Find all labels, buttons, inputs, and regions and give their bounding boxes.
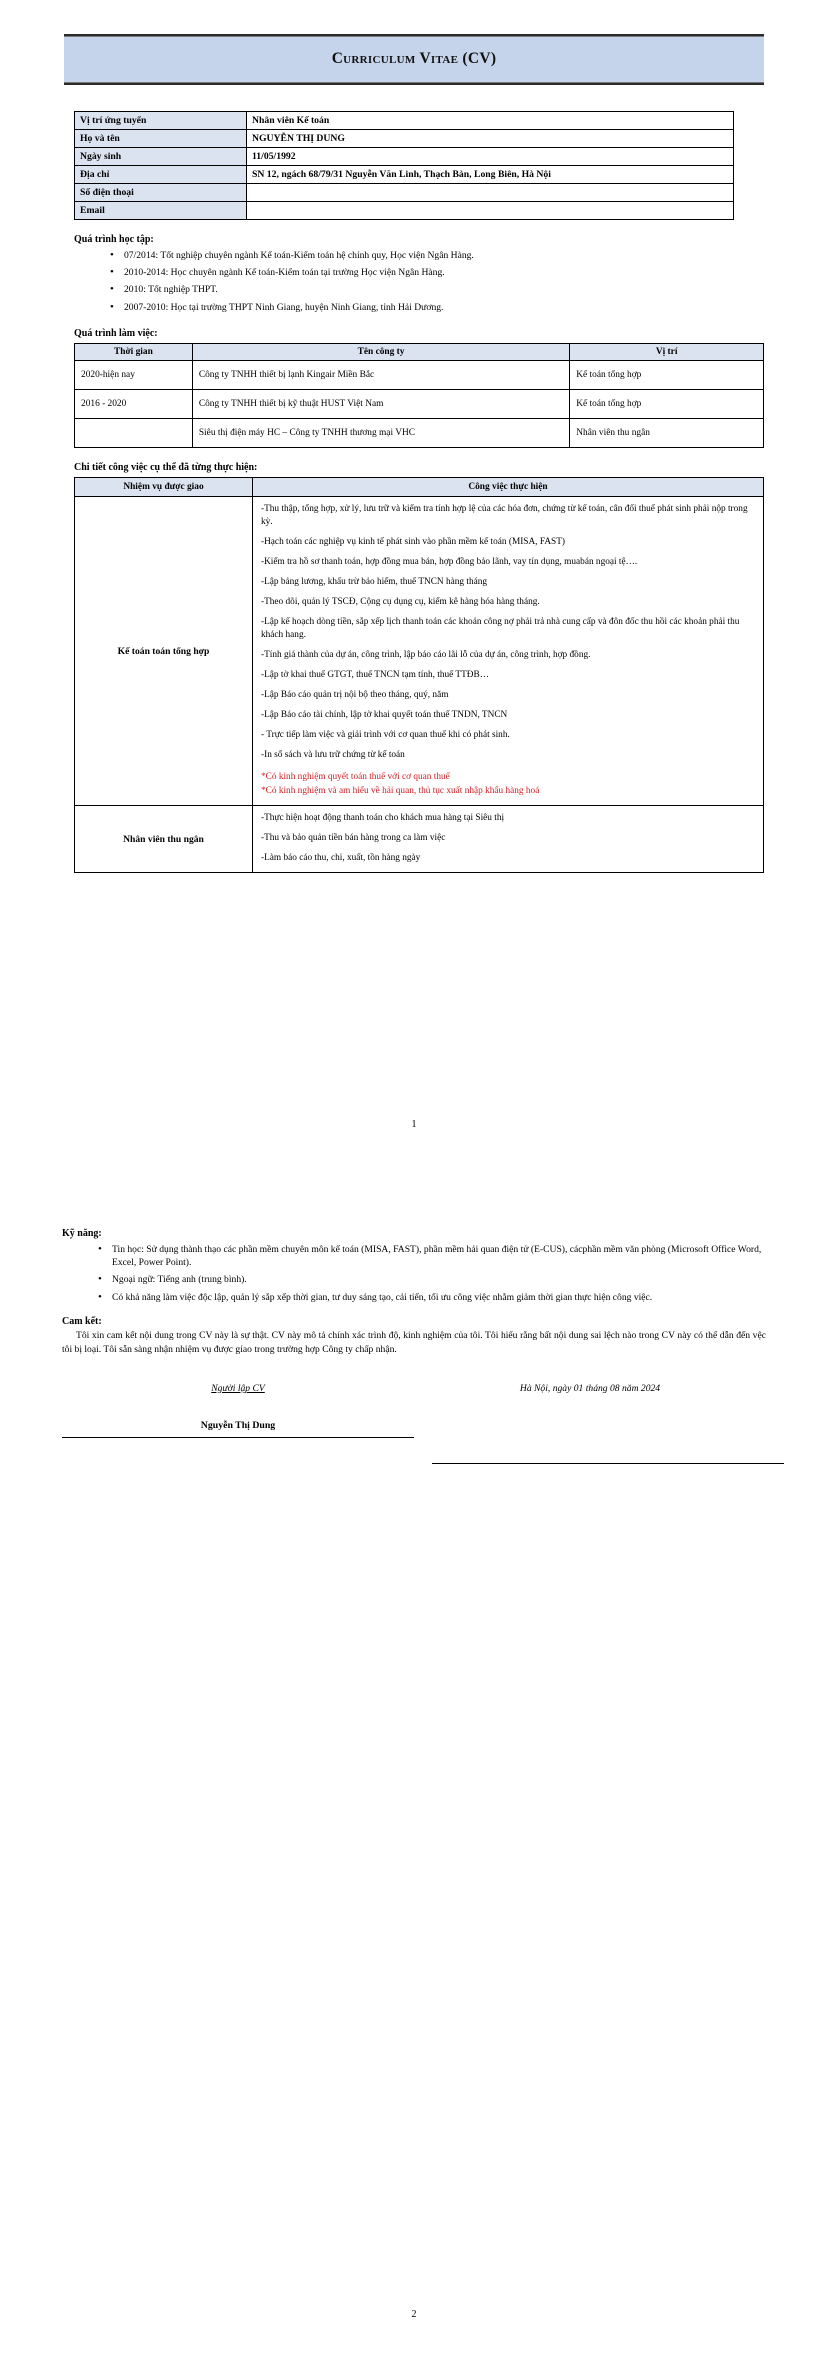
signature-spacer — [414, 1394, 766, 1420]
work-history-heading: Quá trình làm việc: — [74, 327, 158, 339]
table-header-row — [75, 477, 764, 496]
duty-line: -Thu thập, tổng hợp, xử lý, lưu trữ và kiểm tra tính hợp lệ của các hóa đơn, chứng từ kế toán, cân đối thuế phát sinh phải nộp trong kỳ. — [261, 503, 748, 527]
column-header-position: Vị trí — [570, 343, 764, 360]
list-item: • 07/2014: Tốt nghiệp chuyên ngành Kế toán-Kiểm toán hệ chính quy, Học viện Ngân Hàng. — [110, 249, 780, 262]
info-value-position: Nhân viên Kế toán — [247, 112, 734, 130]
duty-work-cashier — [253, 806, 764, 873]
work-position: Kế toán tổng hợp — [570, 389, 764, 418]
signature-author-column — [62, 1383, 414, 1464]
signature-line-right — [432, 1463, 784, 1464]
duties-table — [74, 477, 764, 873]
table-row — [75, 184, 734, 202]
info-value-birthdate: 11/05/1992 — [247, 148, 734, 166]
personal-info-table — [74, 111, 734, 220]
duty-line: -Thu và bảo quản tiền bán hàng trong ca làm việc — [261, 833, 446, 844]
duty-work-accountant — [253, 496, 764, 805]
duty-line: -Lập tờ khai thuế GTGT, thuế TNCN tạm tính, thuế TTĐB… — [261, 670, 490, 681]
banner-bottom-rule — [64, 82, 764, 85]
work-history-table — [74, 343, 764, 448]
table-row — [75, 130, 734, 148]
title-banner-container — [48, 34, 780, 85]
table-row — [75, 360, 764, 389]
duties-body — [75, 496, 764, 872]
table-row — [75, 389, 764, 418]
duty-highlight-group — [261, 771, 755, 798]
table-header-row — [75, 343, 764, 360]
page-title: Curriculum Vitae (CV) — [331, 50, 497, 67]
info-label-address: Địa chỉ — [75, 166, 247, 184]
signature-author-name: Nguyễn Thị Dung — [200, 1419, 276, 1431]
work-position: Nhân viên thu ngân — [570, 418, 764, 447]
list-item: • 2007-2010: Học tại trường THPT Ninh Giang, huyện Ninh Giang, tỉnh Hải Dương. — [110, 301, 780, 314]
info-label-fullname: Họ và tên — [75, 130, 247, 148]
list-item: • 2010-2014: Học chuyên ngành Kế toán-Kiểm toán tại trường Học viện Ngân Hàng. — [110, 266, 780, 279]
skills-list — [62, 1243, 780, 1304]
table-row — [75, 148, 734, 166]
info-label-email: Email — [75, 202, 247, 220]
duty-highlight-line: *Có kinh nghiệm quyết toán thuế với cơ quan thuế — [261, 772, 450, 783]
page-one — [0, 34, 828, 873]
list-item: • Tin học: Sử dụng thành thạo các phần mềm chuyên môn kế toán (MISA, FAST), phần mềm hải quan điện tử (E-CUS), cácphần mềm văn phòng (Microsoft Office Word, Excel, Power Point). — [98, 1243, 780, 1269]
work-company: Công ty TNHH thiết bị lạnh Kingair Miền Bắc — [192, 360, 569, 389]
duties-head — [75, 477, 764, 496]
duty-task-accountant: Kế toán toán tổng hợp — [75, 496, 253, 805]
duty-line: - Trực tiếp làm việc và giải trình với cơ quan thuế khi có phát sinh. — [261, 730, 510, 741]
info-label-position: Vị trí ứng tuyển — [75, 112, 247, 130]
commitment-body: Tôi xin cam kết nội dung trong CV này là sự thật. CV này mô tả chính xác trình độ, kinh nghiệm của tôi. Tôi hiểu rằng bất nội dung sai lệch nào trong CV này có thể dẫn đến vệc tôi bị loại. Tôi sẵn sàng nhận nhiệm vụ được giao trong trường hợp Công ty chấp nhận. — [62, 1329, 766, 1355]
duties-heading: Chi tiết công việc cụ thể đã từng thực hiện: — [74, 461, 258, 473]
info-label-phone: Số điện thoại — [75, 184, 247, 202]
list-item: • Có khả năng làm việc độc lập, quản lý sắp xếp thời gian, tư duy sáng tạo, cải tiến, tối ưu công việc nhằm giảm thời gian thực hiện công việc. — [98, 1291, 780, 1304]
duty-line: -Hạch toán các nghiệp vụ kinh tế phát sinh vào phần mềm kế toán (MISA, FAST) — [261, 536, 565, 547]
education-heading: Quá trình học tập: — [74, 234, 154, 245]
work-history-body — [75, 360, 764, 447]
duty-task-cashier: Nhân viên thu ngân — [75, 806, 253, 873]
duty-line: -Tính giá thành của dự án, công trình, lập báo cáo lãi lỗ của dự án, công trình, hợp đồng. — [261, 650, 591, 661]
column-header-time: Thời gian — [75, 343, 193, 360]
skills-heading: Kỹ năng: — [62, 1228, 102, 1239]
table-row — [75, 112, 734, 130]
info-value-phone — [247, 184, 734, 202]
column-header-task: Nhiệm vụ được giao — [75, 477, 253, 496]
page-two — [0, 1214, 828, 1464]
info-value-fullname: NGUYỄN THỊ DUNG — [247, 130, 734, 148]
signature-block — [62, 1383, 766, 1464]
table-row — [75, 496, 764, 805]
duty-line: -Làm báo cáo thu, chi, xuất, tồn hàng ngày — [261, 853, 421, 864]
signature-line-left — [62, 1437, 414, 1438]
signature-place-date: Hà Nội, ngày 01 tháng 08 năm 2024 — [519, 1382, 661, 1394]
info-label-birthdate: Ngày sinh — [75, 148, 247, 166]
info-value-email — [247, 202, 734, 220]
info-value-address: SN 12, ngách 68/79/31 Nguyễn Văn Linh, Thạch Bàn, Long Biên, Hà Nội — [247, 166, 734, 184]
list-item: • Ngoại ngữ: Tiếng anh (trung bình). — [98, 1273, 780, 1286]
column-header-company: Tên công ty — [192, 343, 569, 360]
table-row — [75, 806, 764, 873]
commitment-heading: Cam kết: — [62, 1315, 102, 1327]
duty-line: -Lập kế hoạch dòng tiền, sắp xếp lịch thanh toán các khoản công nợ phải trả nhà cung cấp và đôn đốc thu hồi các khoản phải thu khách hang. — [261, 617, 740, 641]
duty-line: -Theo dõi, quản lý TSCĐ, Cộng cụ dụng cụ, kiểm kê hàng hóa hàng tháng. — [261, 597, 540, 608]
table-row — [75, 202, 734, 220]
column-header-work: Công việc thực hiện — [253, 477, 764, 496]
duty-line: -Lập Báo cáo tài chính, lập tờ khai quyết toán thuế TNDN, TNCN — [261, 710, 508, 721]
page-number-one: 1 — [411, 1119, 417, 1130]
duty-line: -Kiểm tra hồ sơ thanh toán, hợp đồng mua bán, hợp đồng bảo lãnh, vay tín dụng, muabán ngoại tệ…. — [261, 556, 638, 567]
work-time: 2020-hiện nay — [75, 360, 193, 389]
list-item: • 2010: Tốt nghiệp THPT. — [110, 283, 780, 296]
document-title-banner — [64, 37, 764, 82]
signature-place-column — [414, 1383, 766, 1464]
table-row — [75, 418, 764, 447]
duty-line: -Lập bảng lương, khấu trừ bảo hiểm, thuế TNCN hàng tháng — [261, 577, 488, 587]
duty-line: -Thực hiện hoạt động thanh toán cho khách mua hàng tại Siêu thị — [261, 813, 505, 824]
work-position: Kế toán tổng hợp — [570, 360, 764, 389]
work-company: Công ty TNHH thiết bị kỹ thuật HUST Việt Nam — [192, 389, 569, 418]
table-row — [75, 166, 734, 184]
work-time: 2016 - 2020 — [75, 389, 193, 418]
work-history-head — [75, 343, 764, 360]
duty-line: -In sổ sách và lưu trữ chứng từ kế toán — [261, 750, 405, 761]
page-number-two: 2 — [411, 2309, 417, 2320]
work-time — [75, 418, 193, 447]
education-list — [74, 249, 780, 314]
personal-info-body — [75, 112, 734, 220]
duty-line: -Lập Báo cáo quản trị nội bộ theo tháng, quý, năm — [261, 690, 449, 701]
signature-author-label: Người lập CV — [211, 1382, 265, 1394]
work-company: Siêu thị điện máy HC – Công ty TNHH thương mại VHC — [192, 418, 569, 447]
duty-highlight-line: *Có kinh nghiệm và am hiểu về hải quan, thủ tục xuất nhập khẩu hàng hoá — [261, 786, 540, 797]
